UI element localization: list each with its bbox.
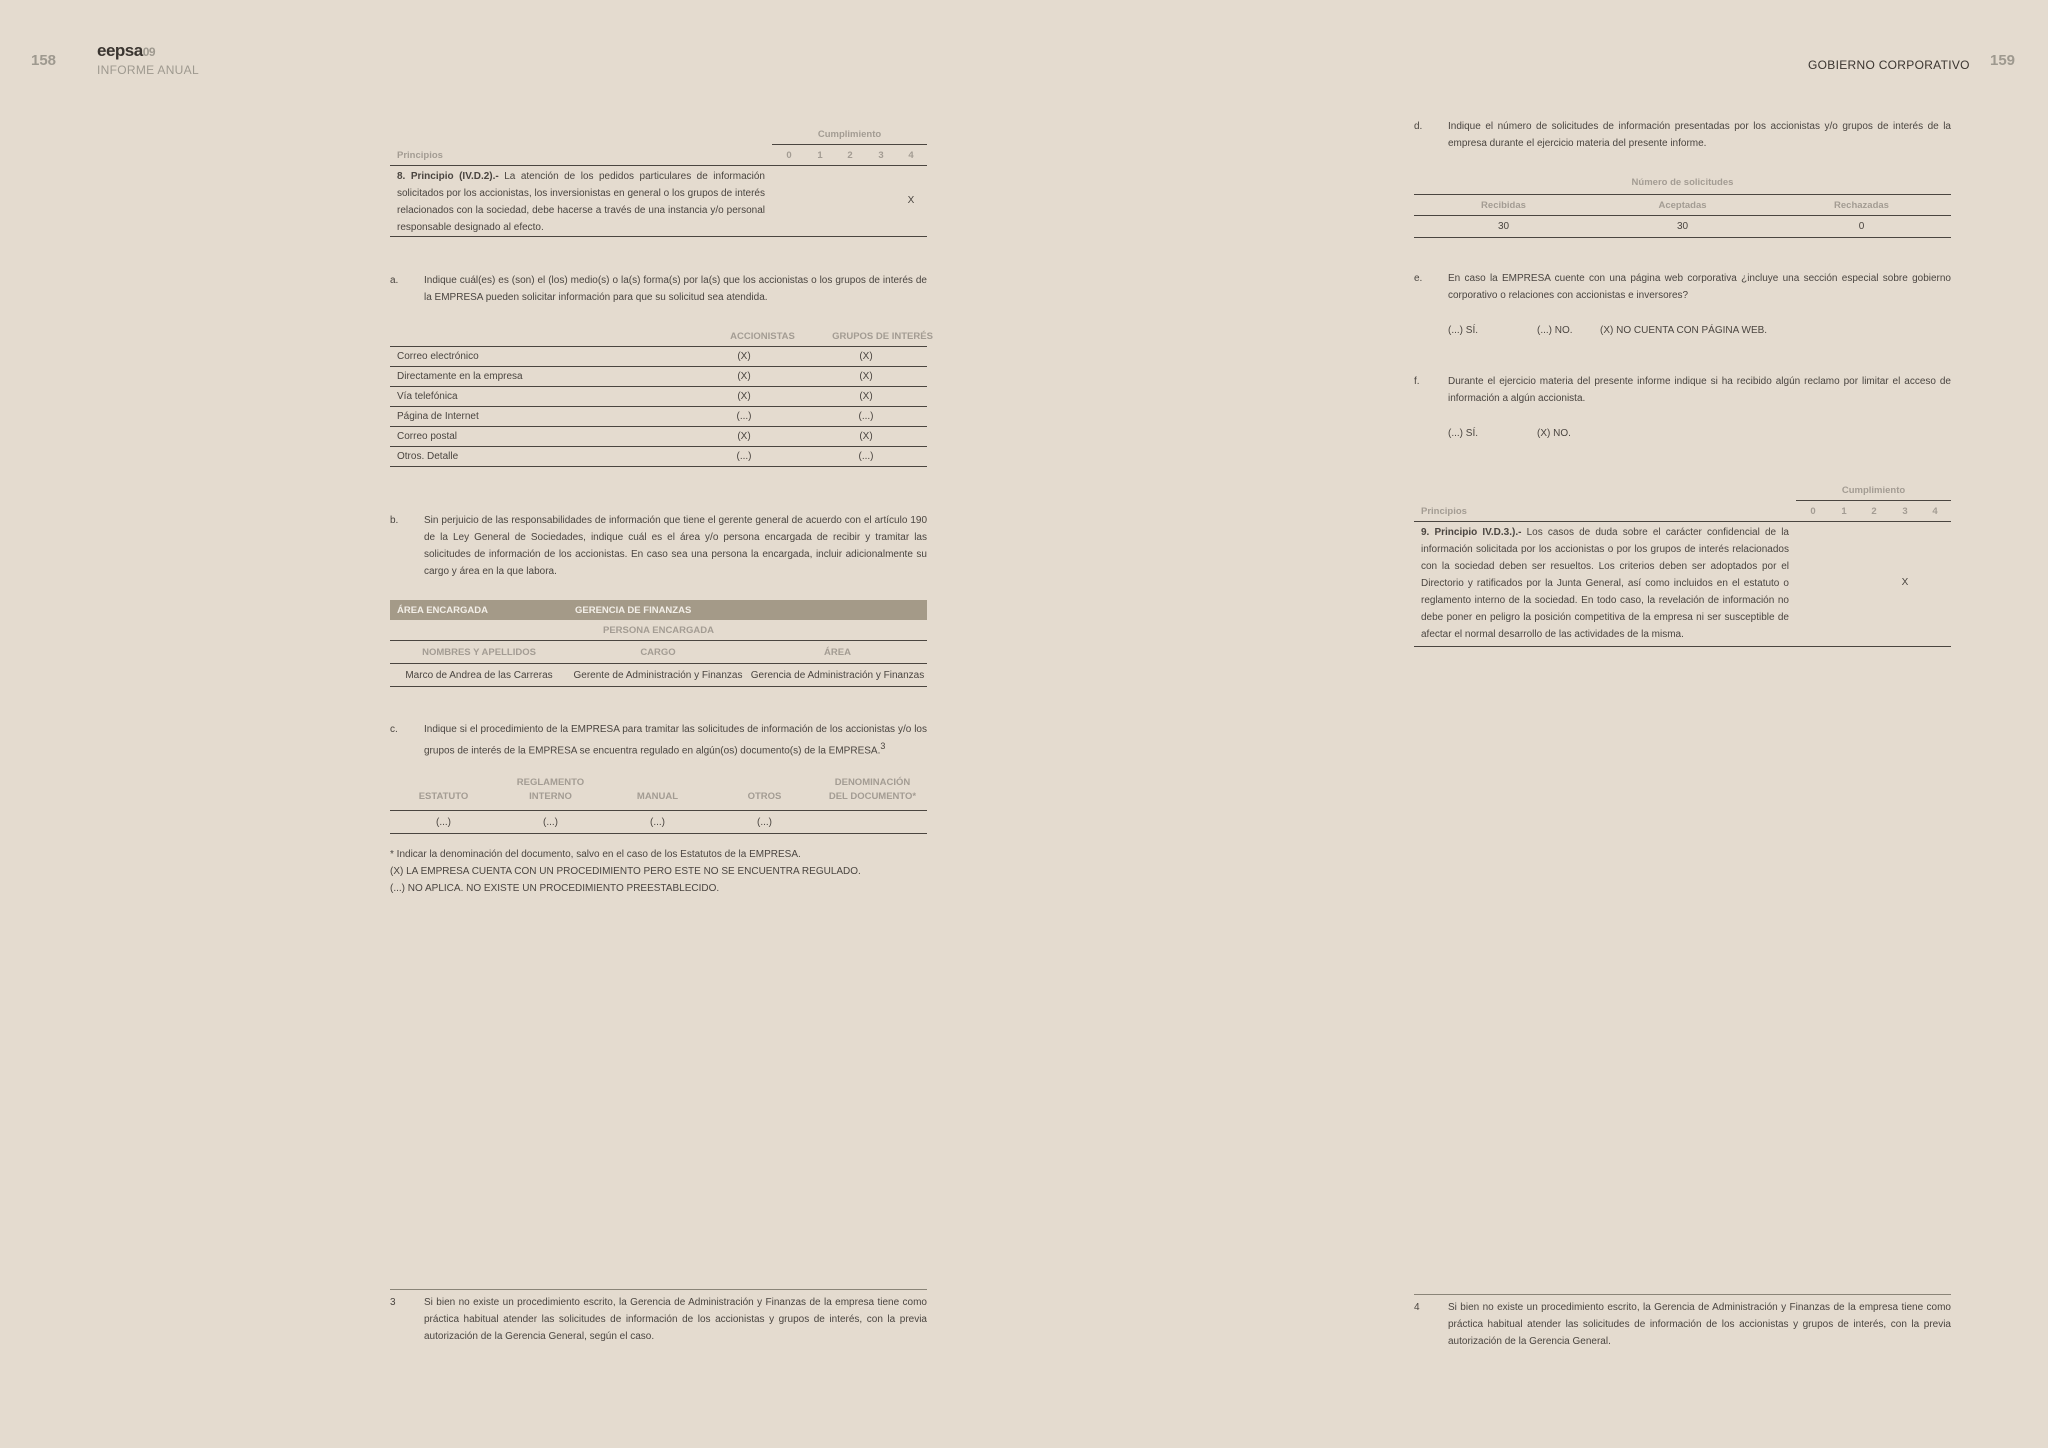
question-c-letter: c. <box>390 724 398 735</box>
col-reglamento-l1: REGLAMENTO <box>516 777 585 788</box>
row-acc: (X) <box>737 371 751 382</box>
row-label: Otros. Detalle <box>397 451 459 462</box>
note-x: (X) LA EMPRESA CUENTA CON UN PROCEDIMIENTO PERO ESTE NO SE ENCUENTRA REGULADO. <box>390 866 861 877</box>
option-e-no-web: (X) NO CUENTA CON PÁGINA WEB. <box>1600 325 1768 336</box>
area-label: ÁREA ENCARGADA <box>397 605 488 616</box>
principios-label: Principios <box>1421 506 1467 517</box>
row-grp: (...) <box>858 411 874 422</box>
media-table <box>390 328 933 467</box>
row-label: Página de Internet <box>397 411 479 422</box>
row-acc: (...) <box>736 451 752 462</box>
col-estatuto: ESTATUTO <box>418 791 469 802</box>
scale-0: 0 <box>786 150 792 161</box>
document-table <box>390 776 927 834</box>
question-e <box>1414 270 1951 310</box>
val-recibidas: 30 <box>1497 221 1510 232</box>
row-grp: (X) <box>859 391 873 402</box>
col-otros: OTROS <box>747 791 782 802</box>
scale-3: 3 <box>1902 506 1908 517</box>
page-number-left: 158 <box>31 52 57 69</box>
solicitudes-title: Número de solicitudes <box>1631 177 1734 188</box>
question-c-text-wrap <box>424 721 927 759</box>
footnote-divider-right <box>1414 1294 1951 1295</box>
question-e-text: En caso la EMPRESA cuente con una página web corporativa ¿incluye una sección especial sobre gobierno corporativo o relaciones con accionistas e inversores? <box>1448 273 1951 301</box>
persona-encargada-label: PERSONA ENCARGADA <box>390 620 927 641</box>
logo-year: 09 <box>142 45 156 59</box>
col-nombres: NOMBRES Y APELLIDOS <box>422 647 536 658</box>
option-e-no: (...) NO. <box>1537 325 1573 336</box>
col-denominacion <box>818 776 927 804</box>
footnote-3-number: 3 <box>390 1297 396 1308</box>
table-row <box>390 347 927 367</box>
row-acc: (...) <box>736 411 752 422</box>
note-asterisk: * Indicar la denominación del documento, salvo en el caso de los Estatutos de la EMPRESA. <box>390 849 801 860</box>
document-notes <box>390 846 927 897</box>
footnote-divider-left <box>390 1289 927 1290</box>
col-reglamento <box>497 776 604 804</box>
media-rows <box>390 346 927 467</box>
question-c <box>390 721 927 761</box>
question-c-text: Indique si el procedimiento de la EMPRESA para tramitar las solicitudes de información de los accionistas y/o los grupos de interés de la EMPRESA se encuentra regulado en algún(os) documento(s) de la EMPRESA. <box>424 724 927 757</box>
val-estatuto: (...) <box>436 817 451 828</box>
solicitudes-table <box>1414 174 1951 238</box>
option-f-si: (...) SÍ. <box>1448 428 1478 439</box>
report-subtitle: INFORME ANUAL <box>97 63 199 77</box>
col-manual: MANUAL <box>636 791 679 802</box>
row-label: Correo postal <box>397 431 458 442</box>
question-d-text: Indique el número de solicitudes de información presentadas por los accionistas y/o grupos de interés de la empresa durante el ejercicio materia del presente informe. <box>1448 121 1951 149</box>
val-cargo: Gerente de Administración y Finanzas <box>573 670 743 681</box>
question-d-letter: d. <box>1414 121 1423 132</box>
col-area: ÁREA <box>824 647 851 658</box>
footnote-3 <box>390 1294 927 1349</box>
principios-label: Principios <box>397 150 443 161</box>
row-acc: (X) <box>737 431 751 442</box>
table-row <box>390 387 927 407</box>
row-grp: (X) <box>859 351 873 362</box>
col-reglamento-l2: INTERNO <box>529 791 572 802</box>
area-value: GERENCIA DE FINANZAS <box>575 605 692 616</box>
table-row <box>390 367 927 387</box>
scale-3: 3 <box>878 150 884 161</box>
table-row <box>390 427 927 447</box>
note-na: (...) NO APLICA. NO EXISTE UN PROCEDIMIENTO PREESTABLECIDO. <box>390 883 720 894</box>
question-f <box>1414 373 1951 413</box>
row-acc: (X) <box>737 351 751 362</box>
question-a-letter: a. <box>390 275 399 286</box>
footnote-4-number: 4 <box>1414 1302 1420 1313</box>
footnote-3-text: Si bien no existe un procedimiento escrito, la Gerencia de Administración y Finanzas de la empresa tiene como práctica habitual atender las solicitudes de información de los accionistas y grupos de interés, con la previa autorización de la Gerencia General, según el caso. <box>424 1297 927 1342</box>
scale-0: 0 <box>1810 506 1816 517</box>
cumplimiento-label: Cumplimiento <box>1841 485 1906 496</box>
logo-text: eepsa <box>97 41 143 60</box>
footnote-ref-3: 3 <box>880 741 886 751</box>
scale-4: 4 <box>1932 506 1938 517</box>
col-aceptadas: Aceptadas <box>1658 200 1707 211</box>
val-manual: (...) <box>650 817 665 828</box>
row-grp: (X) <box>859 431 873 442</box>
area-bar <box>390 600 927 620</box>
principle-9-body: Los casos de duda sobre el carácter confidencial de la información solicitada por los accionistas o por los grupos de interés relacionados con la sociedad deben ser resueltos. Los criterios deben ser adoptados por el Directorio y ratificados por la Junta General, así como incluidos en el estatuto o reglamento interno de la sociedad. En todo caso, la revelación de información no debe poner en peligro la posición competitiva de la empresa ni ser susceptible de afectar el normal desarrollo de las actividades de la misma. <box>1421 527 1789 640</box>
scale-2: 2 <box>847 150 853 161</box>
question-e-letter: e. <box>1414 273 1423 284</box>
principle-8-title: 8. Principio (IV.D.2).- <box>397 171 499 182</box>
principle-9-title: 9. Principio IV.D.3.).- <box>1421 527 1522 538</box>
val-rechazadas: 0 <box>1858 221 1865 232</box>
option-f-no: (X) NO. <box>1537 428 1571 439</box>
col-denominacion-l2: DEL DOCUMENTO* <box>828 791 917 802</box>
table-row <box>390 447 927 467</box>
col-accionistas: ACCIONISTAS <box>730 331 795 342</box>
question-f-text: Durante el ejercicio materia del presente informe indique si ha recibido algún reclamo por limitar el acceso de información a algún accionista. <box>1448 376 1951 404</box>
col-denominacion-l1: DENOMINACIÓN <box>834 777 911 788</box>
question-b-letter: b. <box>390 515 399 526</box>
question-b <box>390 512 927 582</box>
row-label: Vía telefónica <box>397 391 458 402</box>
scale-4: 4 <box>908 150 914 161</box>
row-grp: (...) <box>858 451 874 462</box>
footnote-4 <box>1414 1299 1951 1354</box>
val-otros: (...) <box>757 817 772 828</box>
principle-8-body: La atención de los pedidos particulares de información solicitados por los accionistas, los inversionistas en general o los grupos de interés relacionados con la sociedad, debe hacerse a través de una instancia y/o personal responsable designado al efecto. <box>397 171 765 233</box>
section-title: GOBIERNO CORPORATIVO <box>1808 58 1970 72</box>
question-f-letter: f. <box>1414 376 1420 387</box>
col-cargo: CARGO <box>640 647 676 658</box>
val-nombre: Marco de Andrea de las Carreras <box>405 670 553 681</box>
question-a <box>390 272 927 312</box>
col-recibidas: Recibidas <box>1481 200 1526 211</box>
table-row <box>390 407 927 427</box>
option-e-si: (...) SÍ. <box>1448 325 1478 336</box>
principle-9-table <box>1414 482 1951 647</box>
principle-8-table <box>390 126 927 237</box>
val-reglamento: (...) <box>543 817 558 828</box>
principle-9-mark: X <box>1901 577 1909 588</box>
val-aceptadas: 30 <box>1676 221 1689 232</box>
cumplimiento-label: Cumplimiento <box>817 129 882 140</box>
area-table <box>390 600 927 687</box>
scale-2: 2 <box>1871 506 1877 517</box>
principle-9-text <box>1421 524 1789 643</box>
principle-8-text <box>397 168 765 236</box>
row-grp: (X) <box>859 371 873 382</box>
scale-1: 1 <box>1841 506 1847 517</box>
row-acc: (X) <box>737 391 751 402</box>
footnote-4-text: Si bien no existe un procedimiento escrito, la Gerencia de Administración y Finanzas de la empresa tiene como práctica habitual atender las solicitudes de información de los accionistas y grupos de interés, con la previa autorización de la Gerencia General. <box>1448 1302 1951 1347</box>
page-number-right: 159 <box>1990 52 2016 69</box>
scale-1: 1 <box>817 150 823 161</box>
question-a-text: Indique cuál(es) es (son) el (los) medio(s) o la(s) forma(s) por la(s) que los accionistas o los grupos de interés de la EMPRESA pueden solicitar información para que su solicitud sea atendida. <box>424 275 927 303</box>
principle-8-mark: X <box>907 195 915 206</box>
val-area: Gerencia de Administración y Finanzas <box>750 670 925 681</box>
col-rechazadas: Rechazadas <box>1834 200 1889 211</box>
row-label: Correo electrónico <box>397 351 479 362</box>
company-logo <box>97 42 155 61</box>
col-grupos: GRUPOS DE INTERÉS <box>832 331 933 342</box>
question-d <box>1414 118 1951 158</box>
row-label: Directamente en la empresa <box>397 371 523 382</box>
question-b-text: Sin perjuicio de las responsabilidades de información que tiene el gerente general de acuerdo con el artículo 190 de la Ley General de Sociedades, indique cuál es el área y/o persona encargada de recibir y tramitar las solicitudes de información de los accionistas. En caso sea una persona la encargada, incluir adicionalmente su cargo y área en la que labora. <box>424 515 927 577</box>
